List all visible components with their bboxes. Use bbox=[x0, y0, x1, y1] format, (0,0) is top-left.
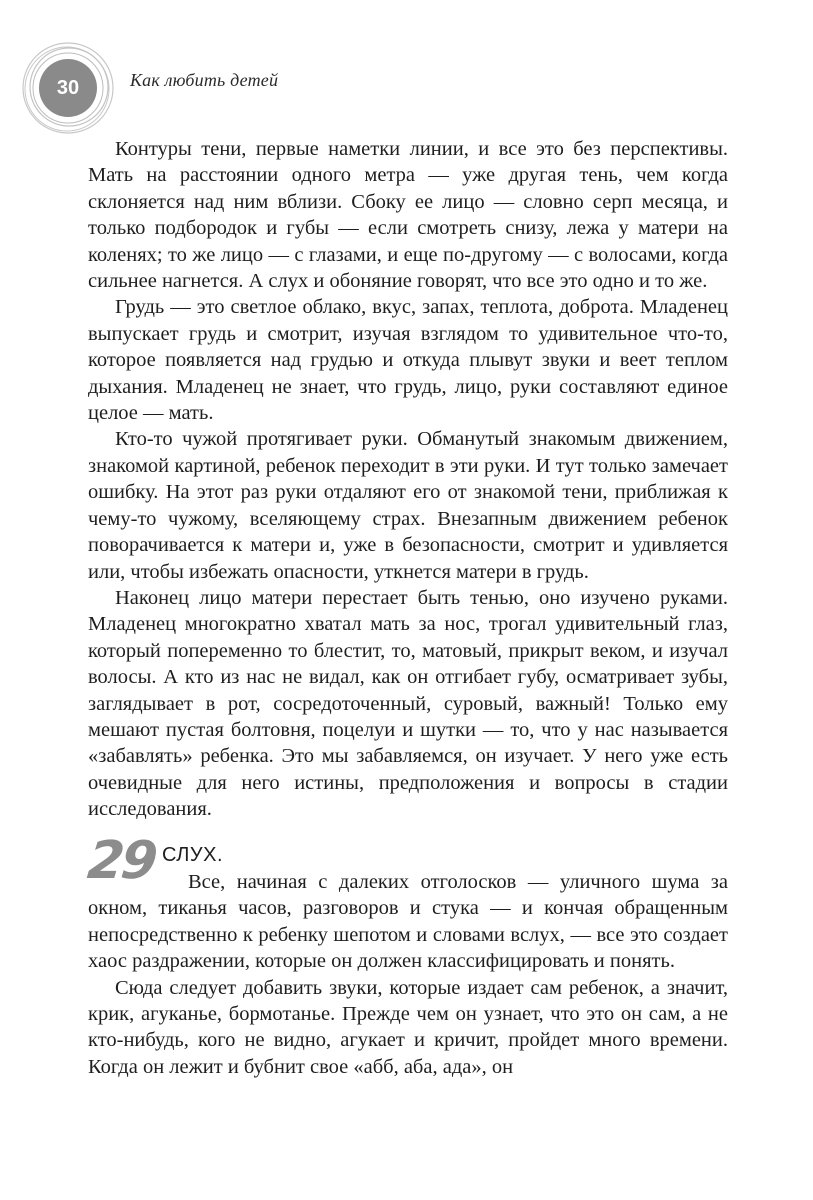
section-number: 29 bbox=[84, 831, 158, 891]
paragraph: Кто-то чужой протягивает руки. Обманутый знакомым движением, знакомой картиной, ребенок переходит в эти руки. И тут только замечает ошибку. На этот раз руки отдаляют его от знакомой тени, приближая к чему-то чужому, вселяющему страх. Внезапным движением ребенок поворачивается к матери и, уже в безопасности, смотрит и удивляется или, чтобы избежать опасности, уткнется матери в грудь. bbox=[88, 428, 728, 583]
section-body bbox=[88, 869, 728, 1080]
running-title: Как любить детей bbox=[130, 70, 279, 90]
page-number: 30 bbox=[56, 77, 80, 99]
paragraph: Контуры тени, первые наметки линии, и все это без перспективы. Мать на расстоянии одного метра — уже другая тень, чем когда склоняется над ним вблизи. Сбоку ее лицо — словно серп месяца, и только подбородок и губы — если смотреть снизу, лежа у матери на коленях; то же лицо — с глазами, и еще по-другому — с волосами, когда сильнее нагнется. А слух и обоняние говорят, что все это одно и то же. bbox=[88, 138, 728, 293]
paragraph: Все, начиная с далеких отголосков — уличного шума за окном, тиканья часов, разговоров и стука — и кончая обращенным непосредственно к ребенку шепотом и словами вслух, — все это создает хаос раздражении, которые он должен классифицировать и понять. bbox=[88, 871, 728, 973]
body-text bbox=[88, 136, 728, 823]
paragraph: Сюда следует добавить звуки, которые издает сам ребенок, а значит, крик, агуканье, бормотанье. Прежде чем он узнает, что это он сам, а не кто-нибудь, кого не видно, агукает и кричит, пройдет много времени. Когда он лежит и бубнит свое «абб, аба, ада», он bbox=[88, 976, 728, 1078]
section-title: СЛУХ. bbox=[162, 844, 224, 866]
paragraph: Грудь — это светлое облако, вкус, запах, теплота, доброта. Младенец выпускает грудь и смотрит, изучая взглядом то удивительное что-то, которое появляется над грудью и откуда плывут звуки и веет теплом дыхания. Младенец не знает, что грудь, лицо, руки составляют единое целое — мать. bbox=[88, 296, 728, 425]
page-header bbox=[0, 0, 813, 130]
paragraph: Наконец лицо матери перестает быть тенью, оно изучено руками. Младенец многократно хватал мать за нос, трогал удивительный глаз, который попеременно то блестит, то, матовый, прикрыт веком, и изучал волосы. А кто из нас не видал, как он отгибает губу, осматривает зубы, заглядывает в рот, сосредоточенный, суровый, важный! Только ему мешают пустая болтовня, поцелуи и шутки — то, что у нас называется «забавлять» ребенка. Это мы забавляемся, он изучает. У него уже есть очевидные для него истины, предположения и вопросы в стадии исследования. bbox=[88, 586, 728, 821]
